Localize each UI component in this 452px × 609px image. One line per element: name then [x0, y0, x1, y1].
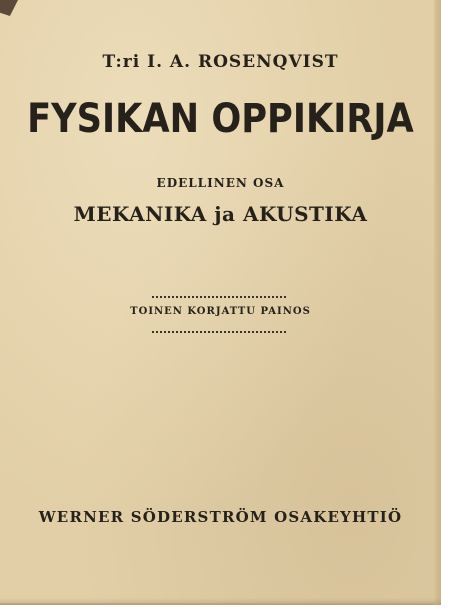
edition-label: TOINEN KORJATTU PAINOS	[130, 306, 311, 317]
bottom-wear	[0, 598, 441, 605]
publisher-name: WERNER SÖDERSTRÖM OSAKEYHTIÖ	[38, 508, 403, 526]
part-label: EDELLINEN OSA	[156, 176, 285, 190]
dotted-divider-bottom	[152, 331, 286, 333]
author-name: T:ri I. A. ROSENQVIST	[102, 52, 339, 72]
subject-title: MEKANIKA ja AKUSTIKA	[73, 202, 368, 226]
dotted-divider-top	[152, 296, 286, 298]
corner-wear	[0, 0, 18, 16]
book-title: FYSIKAN OPPIKIRJA	[27, 96, 414, 142]
